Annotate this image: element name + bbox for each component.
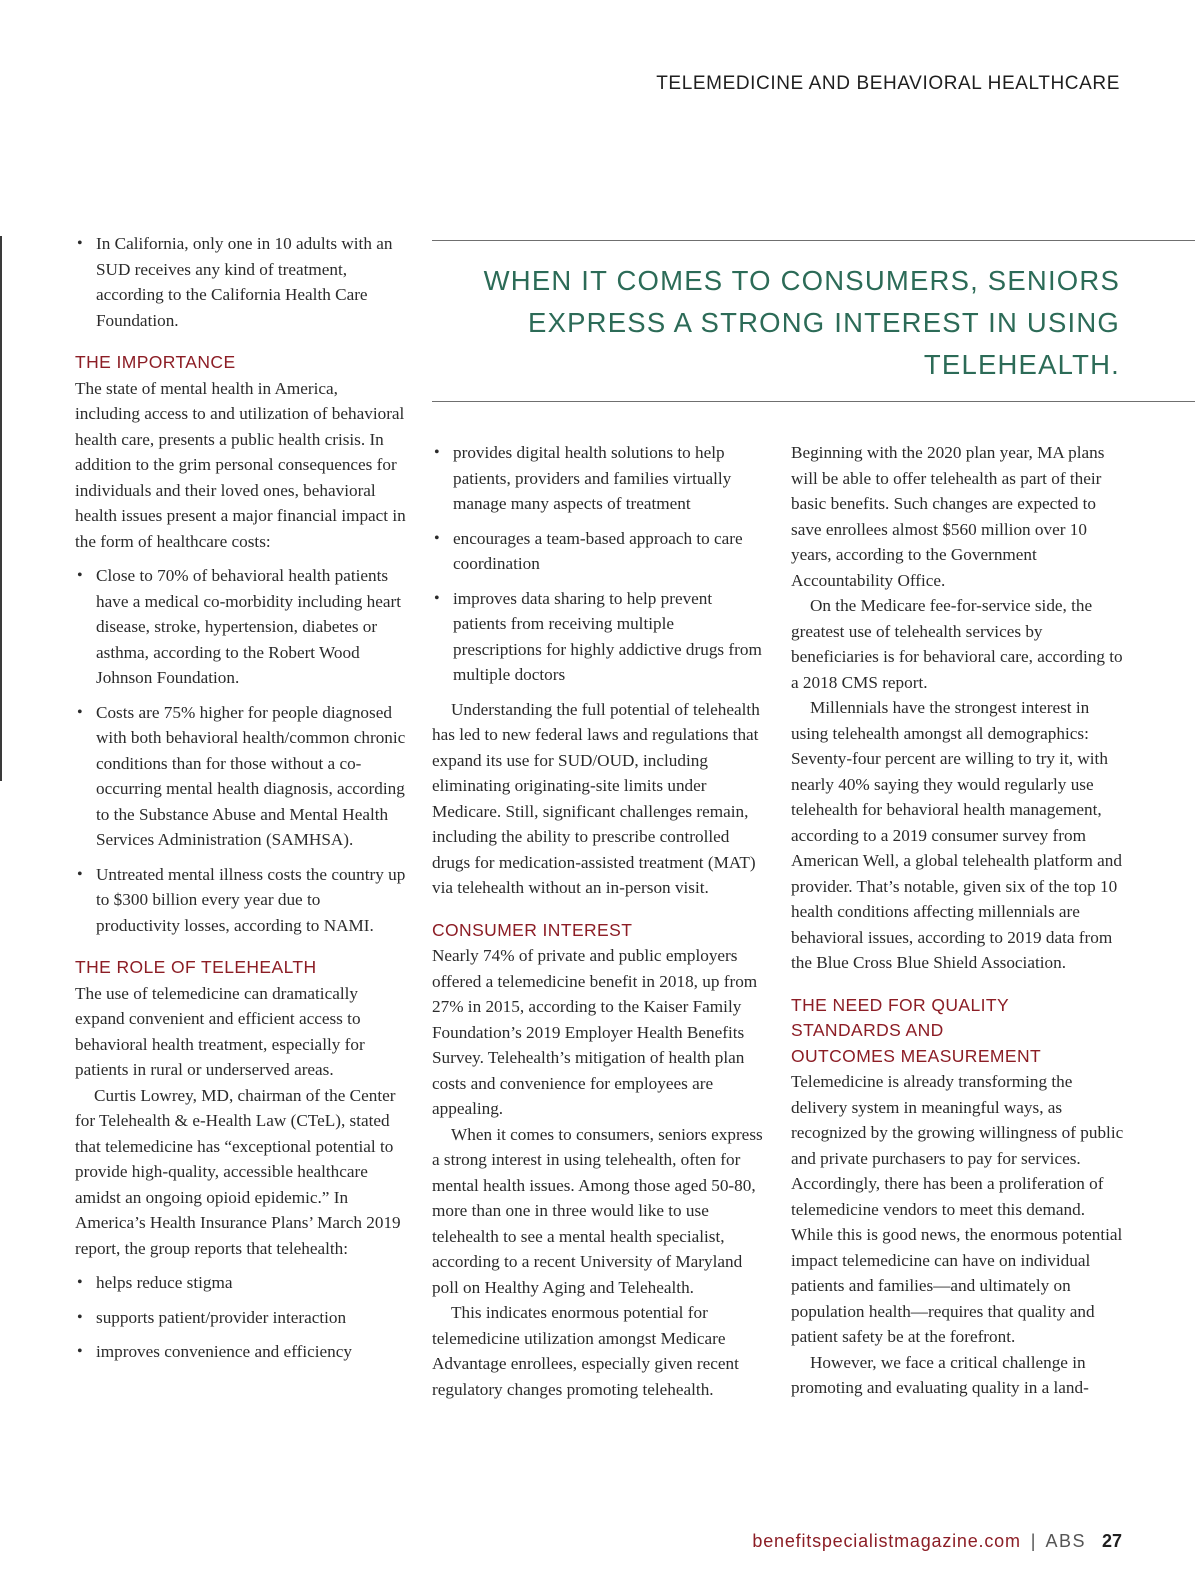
need-paragraph-1: Telemedicine is already transforming the delivery system in meaningful ways, as recognized by the growing willingness of public and private purchasers to pay for services. Accordingly, there has been a proliferation of telemedicine vendors to meet this demand. While this is good news, the enormous potential impact telemedicine can have on individual patients and families—and ultimately on population health—requires that quality and patient safety be at the forefront. [791,1072,1124,1346]
column-1 [75,231,407,1374]
consumer-paragraph-1: Nearly 74% of private and public employers offered a telemedicine benefit in 2018, up from 27% in 2015, according to the Kaiser Family Foundation’s 2019 Employer Health Benefits Survey. Telehealth’s mitigation of health plan costs and convenience for employees are appealing. [432,946,758,1118]
list-item: • Costs are 75% higher for people diagnosed with both behavioral health/common chronic conditions than for those without a co-occurring mental health diagnosis, according to the Substance Abuse and Mental Health Services Administration (SAMHSA). [75,700,407,853]
federal-laws-paragraph: Understanding the full potential of telehealth has led to new federal laws and regulations that expand its use for SUD/OUD, including eliminating originating-site limits under Medicare. Still, significant challenges remain, including the ability to prescribe controlled drugs for medication-assisted treatment (MAT) via telehealth without an in-person visit. [432,699,760,897]
list-item: • helps reduce stigma [75,1270,407,1296]
heading-line: THE NEED FOR QUALITY [791,994,1010,1015]
telehealth-benefits-list [75,1270,407,1365]
list-item: • provides digital health solutions to help patients, providers and families virtually manage many aspects of treatment [432,440,766,517]
column-2 [432,440,766,1402]
list-item: • In California, only one in 10 adults with an SUD receives any kind of treatment, according to the California Health Care Foundation. [75,231,407,333]
intro-bullet-list [75,231,407,333]
importance-bullet-list [75,563,407,938]
medicare-ffs-paragraph: On the Medicare fee-for-service side, the greatest use of telehealth services by beneficiaries is for behavioral care, according to a 2018 CMS report. [791,596,1123,692]
role-paragraph-2: Curtis Lowrey, MD, chairman of the Center for Telehealth & e-Health Law (CTeL), stated that telemedicine has “exceptional potential to provide high-quality, accessible healthcare amidst an ongoing opioid epidemic.” In America’s Health Insurance Plans’ March 2019 report, the group reports that telehealth: [75,1085,401,1258]
telehealth-benefits-list-continued [432,440,766,688]
pull-quote-box [432,240,1195,402]
heading-the-importance: THE IMPORTANCE [75,352,236,372]
list-item: • Close to 70% of behavioral health patients have a medical co-morbidity including heart disease, stroke, hypertension, diabetes or asthma, according to the Robert Wood Johnson Foundation. [75,563,407,691]
list-item: • Untreated mental illness costs the country up to $300 billion every year due to productivity losses, according to NAMI. [75,862,407,939]
page-number: 27 [1101,1531,1122,1551]
consumer-paragraph-2: When it comes to consumers, seniors express a strong interest in using telehealth, often for mental health issues. Among those aged 50-80, more than one in three would like to use telehealth to see a mental health specialist, according to a recent University of Maryland poll on Healthy Aging and Telehealth. [432,1124,763,1297]
section-running-head: TELEMEDICINE AND BEHAVIORAL HEALTHCARE [656,73,1120,94]
ma-plans-paragraph: Beginning with the 2020 plan year, MA plans will be able to offer telehealth as part of their basic benefits. Such changes are expected to save enrollees almost $560 million over 10 years, according to the Government Accountability Office. [791,443,1105,590]
list-item: • supports patient/provider interaction [75,1305,407,1331]
website-link[interactable]: benefitspecialistmagazine.com [752,1531,1021,1551]
consumer-paragraph-3: This indicates enormous potential for telemedicine utilization amongst Medicare Advantage enrollees, especially given recent regulatory changes promoting telehealth. [432,1303,739,1399]
page-footer [752,1531,1122,1552]
heading-role-of-telehealth: THE ROLE OF TELEHEALTH [75,957,317,977]
magazine-name: ABS [1045,1531,1086,1551]
column-3 [791,440,1125,1401]
footer-separator: | [1030,1531,1036,1551]
importance-paragraph: The state of mental health in America, including access to and utilization of behavioral health care, presents a public health crisis. In addition to the grim personal consequences for individuals and their loved ones, behavioral health issues present a major financial impact in the form of healthcare costs: [75,378,406,551]
millennials-paragraph: Millennials have the strongest interest in using telehealth amongst all demographics: Seventy-four percent are willing to try it, with nearly 40% saying they would regularly use telehealth for behavioral health management, according to a 2019 consumer survey from American Well, a global telehealth platform and provider. That’s notable, given six of the top 10 health conditions affecting millennials are behavioral issues, according to 2019 data from the Blue Cross Blue Shield Association. [791,698,1122,972]
heading-line: OUTCOMES MEASUREMENT [791,1045,1042,1066]
need-paragraph-2: However, we face a critical challenge in promoting and evaluating quality in a land- [791,1352,1089,1397]
list-item: • improves data sharing to help prevent patients from receiving multiple prescriptions for highly addictive drugs from multiple doctors [432,586,766,688]
heading-need-for-quality [791,993,1125,1070]
left-margin-rule [0,236,2,781]
pull-quote-text: WHEN IT COMES TO CONSUMERS, SENIORS EXPRESS A STRONG INTEREST IN USING TELEHEALTH. [483,265,1120,380]
list-item: • encourages a team-based approach to care coordination [432,526,766,577]
role-paragraph-1: The use of telemedicine can dramatically expand convenient and efficient access to behavioral health treatment, especially for patients in rural or underserved areas. [75,983,365,1079]
heading-consumer-interest: CONSUMER INTEREST [432,919,633,940]
list-item: • improves convenience and efficiency [75,1339,407,1365]
heading-line: STANDARDS AND [791,1020,944,1040]
